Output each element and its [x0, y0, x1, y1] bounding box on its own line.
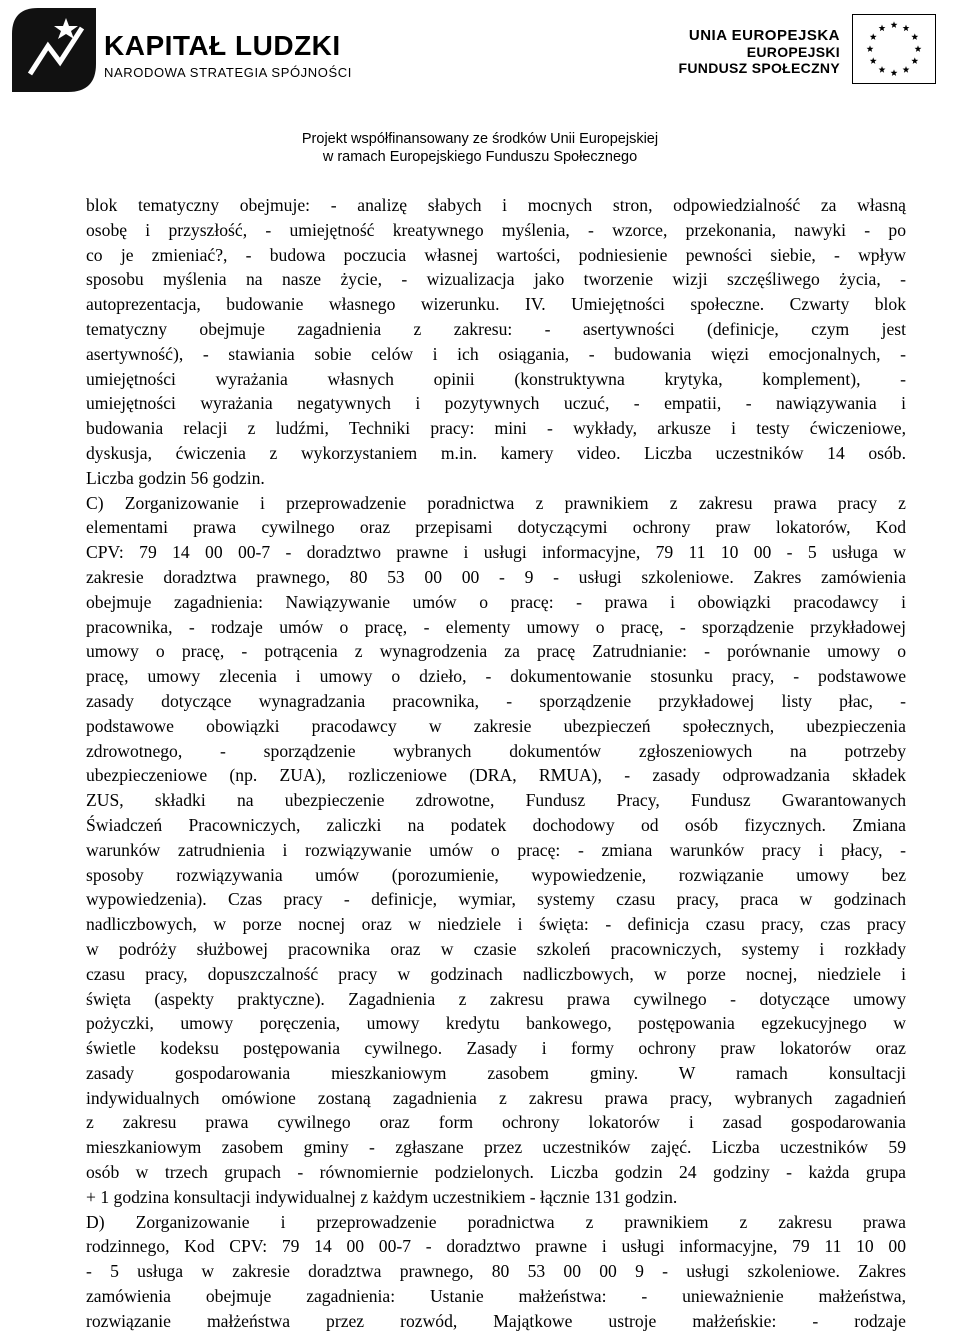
- body-line: Świadczeń Pracowniczych, zaliczki na podatek dochodowy od osób fizycznych. Zmiana: [86, 814, 906, 835]
- body-line: C) Zorganizowanie i przeprowadzenie poradnictwa z prawnikiem z zakresu prawa pracy z: [86, 492, 906, 513]
- body-line: pożyczki, umowy poręczenia, umowy kredytu bankowego, postępowania egzekucyjnego w: [86, 1013, 906, 1034]
- body-line: budowania relacji z ludźmi, Techniki pracy: mini - wykłady, arkusze i testy ćwiczeniowe,: [86, 418, 906, 439]
- body-line: - 5 usługa w zakresie doradztwa prawnego, 80 53 00 00 9 - usługi szkoleniowe. Zakres: [86, 1261, 906, 1282]
- body-line: zasady dotyczące wynagradzania pracownika, - sporządzenie przykładowej listy płac, -: [86, 690, 906, 711]
- body-line: umiejętności wyrażania własnych opinii (konstruktywna krytyka, komplement), -: [86, 368, 906, 389]
- body-line: autoprezentacja, budowanie własnego wizerunku. IV. Umiejętności społeczne. Czwarty blok: [86, 294, 906, 315]
- body-line: zasady gospodarowania mieszkaniowym zasobem gminy. W ramach konsultacji: [86, 1062, 906, 1083]
- body-line: warunków zatrudnienia i rozwiązywanie umów o pracę: - zmiana warunków pracy i płacy, -: [86, 839, 906, 860]
- body-line: umowy o pracę, - potrącenia z wynagrodzenia za pracę Zatrudnianie: - porównanie umowy o: [86, 641, 906, 662]
- body-line: wypowiedzenia). Czas pracy - definicje, wymiar, systemy czasu pracy, praca w godzinach: [86, 889, 906, 910]
- body-line: elementami prawa cywilnego oraz przepisami dotyczącymi ochrony praw lokatorów, Kod: [86, 517, 906, 538]
- kapital-ludzki-logo-icon: [8, 4, 96, 92]
- body-line: pracownika, - rodzaje umów o pracę, - elementy umowy o pracę, - sporządzenie przykładowej: [86, 616, 906, 637]
- body-line: umiejętności wyrażania negatywnych i pozytywnych uczuć, - empatii, - nawiązywania i: [86, 393, 906, 414]
- body-line: ZUS, składki na ubezpieczenie zdrowotne, Fundusz Pracy, Fundusz Gwarantowanych: [86, 790, 906, 811]
- body-line: ubezpieczeniowe (np. ZUA), rozliczeniowe (DRA, RMUA), - zasady odprowadzania składek: [86, 765, 906, 786]
- document-body: [86, 193, 906, 1334]
- body-line: zamówienia obejmuje zagadnienia: Ustanie małżeństwa: - unieważnienie małżeństwa,: [86, 1286, 906, 1307]
- logo-title: KAPITAŁ LUDZKI: [104, 30, 341, 61]
- body-line: rodzinnego, Kod CPV: 79 14 00 00-7 - doradztwo prawne i usługi informacyjne, 79 11 10 00: [86, 1236, 906, 1257]
- body-line: CPV: 79 14 00 00-7 - doradztwo prawne i usługi informacyjne, 79 11 10 00 - 5 usługa w: [86, 542, 906, 563]
- eu-label-line3: FUNDUSZ SPOŁECZNY: [678, 60, 840, 76]
- body-line: z zakresu prawa cywilnego oraz form ochrony lokatorów i zasad gospodarowania: [86, 1112, 906, 1133]
- body-line: co je zmieniać?, - budowa poczucia własnej wartości, podniesienie pewności siebie, - wpływ: [86, 244, 906, 265]
- body-line: sposobu myślenia na nasze życie, - wizualizacja jako tworzenie wizji szczęśliwego życia, -: [86, 269, 906, 290]
- body-line: zdrowotnego, - sporządzenie wybranych dokumentów zgłoszeniowych na potrzeby: [86, 740, 906, 761]
- body-line: nadliczbowych, w porze nocnej oraz w niedziele i święta: - definicja czasu pracy, czas pracy: [86, 914, 906, 935]
- body-line: pracę, umowy zlecenia i umowy o dzieło, - dokumentowanie stosunku pracy, - podstawowe: [86, 666, 906, 687]
- eu-label-line2: EUROPEJSKI: [746, 44, 840, 60]
- eu-label-line1: UNIA EUROPEJSKA: [688, 27, 840, 44]
- body-line: osobę i przyszłość, - umiejętność kreatywnego myślenia, - wzorce, przekonania, nawyki - po: [86, 219, 906, 240]
- project-line-2: w ramach Europejskiego Funduszu Społecznego: [322, 149, 638, 165]
- project-line-1: Projekt współfinansowany ze środków Unii Europejskiej: [301, 131, 659, 147]
- body-line: dyskusja, ćwiczenia z wykorzystaniem m.in. kamery video. Liczba uczestników 14 osób.: [86, 442, 906, 463]
- body-line: obejmuje zagadnienia: Nawiązywanie umów o pracę: - prawa i obowiązki pracodawcy i: [86, 591, 906, 612]
- body-line: + 1 godzina konsultacji indywidualnej z każdym uczestnikiem - łącznie 131 godzin.: [86, 1186, 678, 1207]
- body-line: mieszkaniowym zasobem gminy - zgłaszane przez uczestników zajęć. Liczba uczestników 59: [86, 1137, 906, 1158]
- body-line: świetle kodeksu postępowania cywilnego. Zasady i formy ochrony praw lokatorów oraz: [86, 1038, 906, 1059]
- body-line: indywidualnych omówione zostaną zagadnienia z zakresu prawa pracy, wybranych zagadnień: [86, 1087, 906, 1108]
- body-line: osób w trzech grupach - równomiernie podzielonych. Liczba godzin 24 godziny - każda grupa: [86, 1162, 906, 1183]
- body-line: w podróży służbowej pracownika oraz w czasie szkoleń pracowniczych, systemy i rozkłady: [86, 938, 906, 959]
- body-line: podstawowe obowiązki pracodawcy w zakresie ubezpieczeń społecznych, ubezpieczenia: [86, 715, 906, 736]
- eu-flag-icon: [852, 14, 936, 84]
- body-line: tematyczny obejmuje zagadnienia z zakresu: - asertywności (definicje, czym jest: [86, 318, 906, 339]
- body-line: zakresie doradztwa prawnego, 80 53 00 00 - 9 - usługi szkoleniowe. Zakres zamówienia: [86, 566, 906, 587]
- body-line: blok tematyczny obejmuje: - analizę słabych i mocnych stron, odpowiedzialność za własną: [86, 195, 906, 215]
- body-line: asertywność), - stawiania sobie celów i ich osiągania, - budowania więzi emocjonalnych, -: [86, 343, 906, 364]
- eu-fund-label: [664, 28, 840, 76]
- body-line: Liczba godzin 56 godzin.: [86, 467, 265, 488]
- page-header: [0, 0, 960, 180]
- body-line: święta (aspekty praktyczne). Zagadnienia z zakresu prawa cywilnego - dotyczące umowy: [86, 988, 906, 1009]
- body-line: sposoby rozwiązywania umów (porozumienie, wypowiedzenie, rozwiązanie umowy bez: [86, 864, 906, 885]
- body-line: D) Zorganizowanie i przeprowadzenie poradnictwa z prawnikiem z zakresu prawa: [86, 1211, 906, 1232]
- body-line: rozwiązanie małżeństwa przez rozwód, Majątkowe ustroje małżeńskie: - rodzaje: [86, 1310, 906, 1331]
- body-line: czasu pracy, dopuszczalność pracy w godzinach nadliczbowych, w porze nocnej, niedziele i: [86, 963, 906, 984]
- logo-subtitle: NARODOWA STRATEGIA SPÓJNOŚCI: [104, 65, 352, 80]
